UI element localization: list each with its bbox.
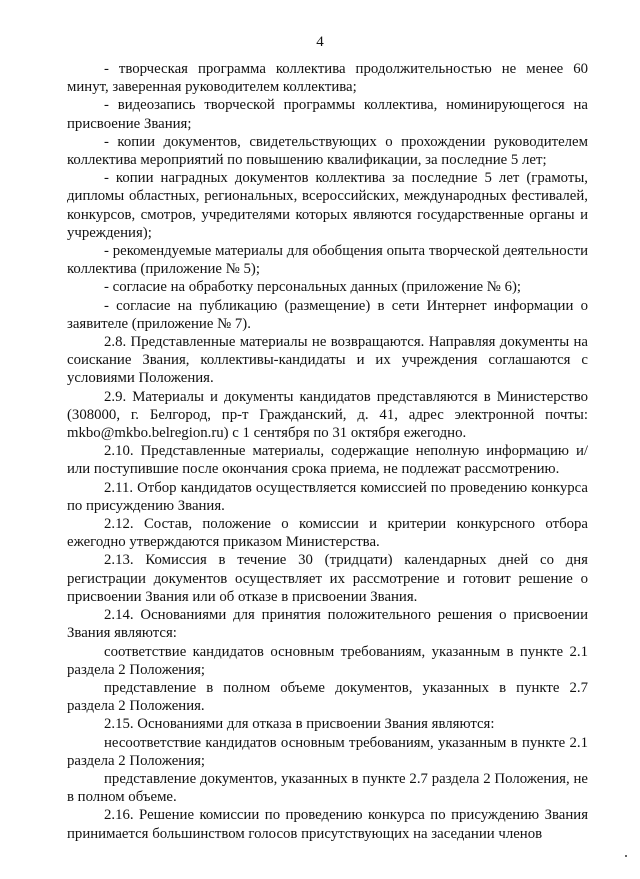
list-item-qualification: - копии документов, свидетельствующих о прохождении руководителем коллектива мероприятий по повышению квалификации, за последние 5 лет;: [67, 133, 588, 169]
clause-2-16: 2.16. Решение комиссии по проведению конкурса по присуждению Звания принимается большинством голосов присутствующих на заседании членов: [67, 807, 588, 842]
list-item-program: - творческая программа коллектива продолжительностью не менее 60 минут, заверенная руководителем коллектива;: [67, 61, 588, 96]
clause-2-9: 2.9. Материалы и документы кандидатов представляются в Министерство (308000, г. Белгород, пр-т Гражданский, д. 41, адрес электронной почты: mkbo@mkbo.belregion.ru) с 1 сентября по 31 октября ежегодно.: [67, 388, 588, 442]
list-item-personal-data: - согласие на обработку персональных данных (приложение № 6);: [104, 279, 522, 296]
clause-2-8: 2.8. Представленные материалы не возвращаются. Направляя документы на соискание Звания, коллективы-кандидаты и их учреждения соглашаются с условиями Положения.: [67, 334, 588, 387]
clause-2-14: 2.14. Основаниями для принятия положительного решения о присвоении Звания являются:: [67, 607, 588, 642]
clause-2-14-item-1: соответствие кандидатов основным требованиям, указанным в пункте 2.1 раздела 2 Положения;: [67, 643, 588, 678]
list-item-publication: - согласие на публикацию (размещение) в сети Интернет информации о заявителе (приложение № 7).: [67, 297, 588, 332]
document-body: [67, 60, 588, 843]
clause-2-11: 2.11. Отбор кандидатов осуществляется комиссией по проведению конкурса по присуждению Звания.: [67, 479, 588, 514]
list-item-awards: - копии наградных документов коллектива за последние 5 лет (грамоты, дипломы областных, региональных, всероссийских, международных фестивалей, конкурсов, смотров, учредителями которых являются государственные органы и учреждения);: [67, 170, 588, 241]
list-item-video: - видеозапись творческой программы коллектива, номинирующегося на присвоение Звания;: [67, 97, 588, 132]
clause-2-12: 2.12. Состав, положение о комиссии и критерии конкурсного отбора ежегодно утверждаются приказом Министерства.: [67, 516, 588, 551]
clause-2-15: 2.15. Основаниями для отказа в присвоении Звания являются:: [104, 716, 495, 733]
scan-speck: [625, 855, 627, 857]
page-number: 4: [316, 34, 324, 50]
clause-2-14-item-2: представление в полном объеме документов, указанных в пункте 2.7 раздела 2 Положения.: [67, 679, 588, 715]
clause-2-13: 2.13. Комиссия в течение 30 (тридцати) календарных дней со дня регистрации документов осуществляет их рассмотрение и готовит решение о присвоении Звания или об отказе в присвоении Звания.: [67, 552, 588, 605]
clause-2-15-item-1: несоответствие кандидатов основным требованиям, указанным в пункте 2.1 раздела 2 Положения;: [67, 734, 588, 769]
list-item-materials: - рекомендуемые материалы для обобщения опыта творческой деятельности коллектива (приложение № 5);: [67, 243, 588, 278]
clause-2-15-item-2: представление документов, указанных в пункте 2.7 раздела 2 Положения, не в полном объеме.: [67, 770, 588, 806]
clause-2-10: 2.10. Представленные материалы, содержащие неполную информацию и/или поступившие после окончания срока приема, не подлежат рассмотрению.: [67, 443, 588, 478]
